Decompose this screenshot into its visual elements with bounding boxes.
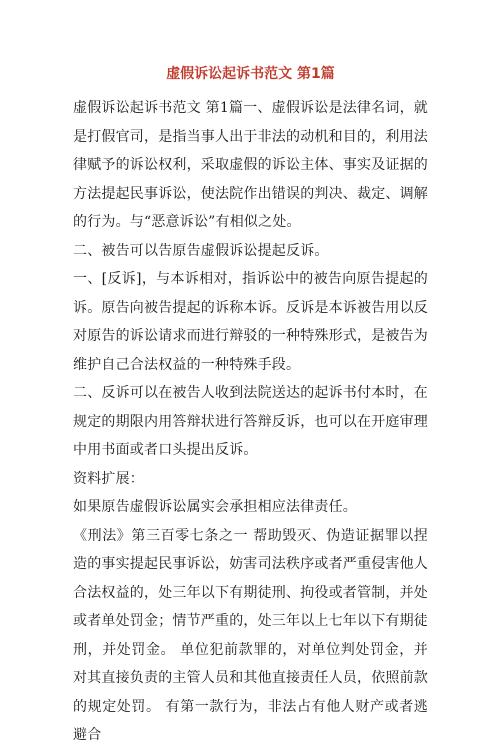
paragraph-counterclaim-heading: 二、被告可以告原告虚假诉讼提起反诉。 [73, 242, 329, 259]
paragraph-criminal-law-article: 《刑法》第三百零七条之一 帮助毁灭、伪造证据罪以捏造的事实提起民事诉讼，妨害司法秩序或者严重侵害他人合法权益的，处三年以下有期徒刑、拘役或者管制，并处或者单处罚金；情节严重的，处三年以上七年以下有期徒刑，并处罚金。 单位犯前款罪的，对单位判处罚金，并对其直接负责的主管人员和其他直接责任人员，依照前款的规定处罚。 有第一款行为，非法占有他人财产或者逃避合 [73, 527, 428, 743]
document-title: 虚假诉讼起诉书范文 第1篇 [166, 66, 335, 82]
paragraph-counterclaim-definition: 一、[反诉]，与本诉相对，指诉讼中的被告向原告提起的诉。原告向被告提起的诉称本诉。反诉是本诉被告用以反对原告的诉讼请求而进行辩驳的一种特殊形式，是被告为维护自己合法权益的一种特殊手段。 [73, 271, 428, 373]
paragraph-definition: 虚假诉讼起诉书范文 第1篇一、虚假诉讼是法律名词，就是打假官司，是指当事人出于非法的动机和目的，利用法律赋予的诉讼权利，采取虚假的诉讼主体、事实及证据的方法提起民事诉讼，使法院作出错误的判决、裁定、调解的行为。与“恶意诉讼”有相似之处。 [73, 100, 428, 230]
paragraph-counterclaim-procedure: 二、反诉可以在被告人收到法院送达的起诉书付本时，在规定的期限内用答辩状进行答辩反诉，也可以在开庭审理中用书面或者口头提出反诉。 [73, 385, 428, 458]
paragraph-legal-liability: 如果原告虚假诉讼属实会承担相应法律责任。 [73, 499, 357, 515]
paragraph-extended-info-label: 资料扩展： [73, 470, 144, 487]
